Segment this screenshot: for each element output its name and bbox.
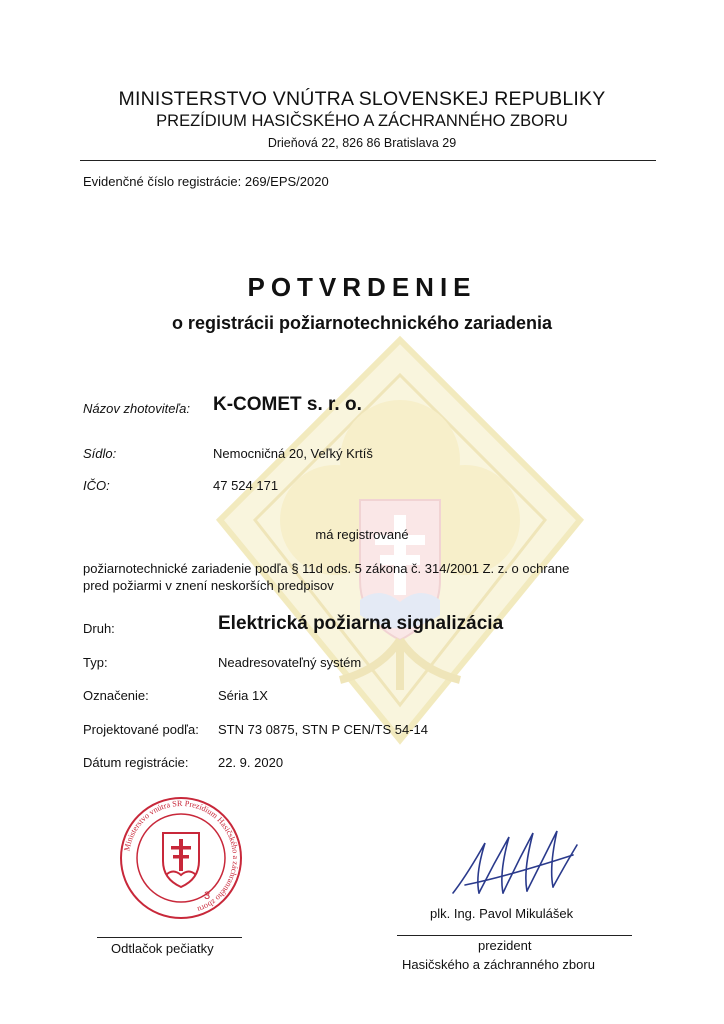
address: Drieňová 22, 826 86 Bratislava 29	[267, 136, 457, 150]
stamp-text: Ministerstvo vnútra SR Prezídium Hasičského a záchranného zboru	[122, 798, 241, 915]
projekt-label: Projektované podľa:	[83, 722, 199, 737]
oznacenie-label: Označenie:	[83, 688, 149, 703]
druh-label: Druh:	[83, 621, 115, 636]
ico-value: 47 524 171	[213, 478, 279, 493]
official-stamp-icon	[118, 795, 244, 921]
document-title: POTVRDENIE	[247, 272, 477, 302]
seat-value: Nemocničná 20, Veľký Krtíš	[213, 446, 373, 461]
ministry-title: MINISTERSTVO VNÚTRA SLOVENSKEJ REPUBLIKY	[118, 88, 606, 110]
department-title: PREZÍDIUM HASIČSKÉHO A ZÁCHRANNÉHO ZBORU	[156, 112, 568, 130]
datum-label: Dátum registrácie:	[83, 755, 189, 770]
druh-value: Elektrická požiarna signalizácia	[218, 613, 504, 634]
company-name-label: Názov zhotoviteľa:	[83, 401, 190, 416]
law-paragraph-line1: požiarnotechnické zariadenie podľa § 11d ods. 5 zákona č. 314/2001 Z. z. o ochrane	[83, 561, 570, 576]
document-subtitle: o registrácii požiarnotechnického zariadenia	[171, 313, 553, 333]
stamp-caption: Odtlačok pečiatky	[111, 941, 214, 956]
seat-label: Sídlo:	[83, 446, 117, 461]
stamp-divider	[97, 937, 242, 938]
registered-text: má registrované	[315, 527, 409, 542]
company-name: K-COMET s. r. o.	[213, 394, 362, 415]
stamp-number: 3	[204, 890, 211, 902]
signature-divider	[397, 935, 632, 936]
signatory-name: plk. Ing. Pavol Mikulášek	[430, 906, 574, 921]
datum-value: 22. 9. 2020	[218, 755, 284, 770]
law-paragraph-line2: pred požiarmi v znení neskorších predpisov	[83, 578, 334, 593]
signatory-role: prezident	[478, 938, 532, 953]
header-divider	[80, 160, 656, 161]
typ-value: Neadresovateľný systém	[218, 655, 362, 670]
signatory-org: Hasičského a záchranného zboru	[402, 957, 595, 972]
oznacenie-value: Séria 1X	[218, 688, 268, 703]
typ-label: Typ:	[83, 655, 108, 670]
registration-number: Evidenčné číslo registrácie: 269/EPS/2020	[83, 174, 329, 189]
signature-icon	[445, 815, 585, 905]
projekt-value: STN 73 0875, STN P CEN/TS 54-14	[218, 722, 429, 737]
ico-label: IČO:	[83, 478, 110, 493]
